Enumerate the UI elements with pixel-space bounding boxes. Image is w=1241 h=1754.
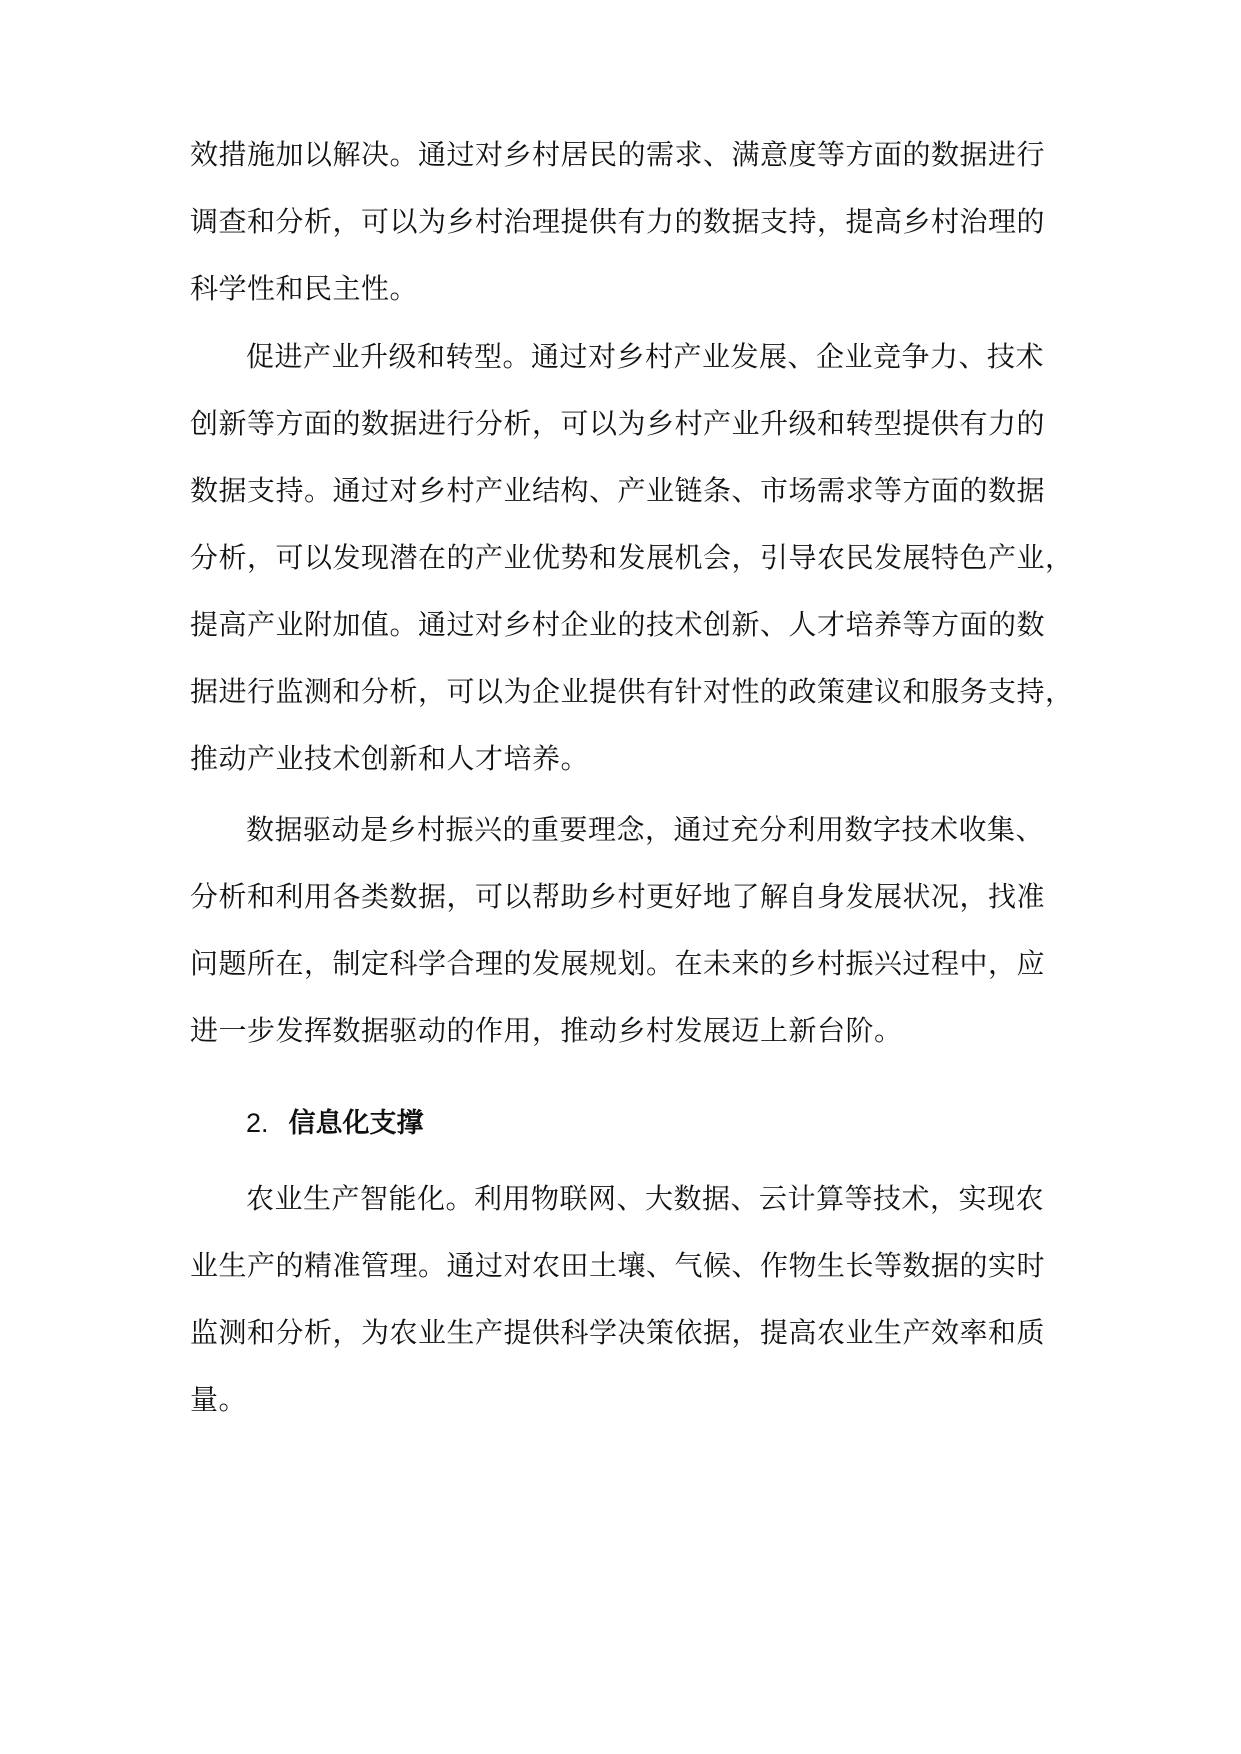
paragraph-line: 农业生产智能化。利用物联网、大数据、云计算等技术，实现农 (246, 1182, 1045, 1215)
section-number: 2. (246, 1108, 269, 1138)
paragraph-line: 分析和利用各类数据，可以帮助乡村更好地了解自身发展状况，找准 (190, 880, 1046, 913)
paragraph-line: 监测和分析，为农业生产提供科学决策依据，提高农业生产效率和质 (190, 1316, 1046, 1349)
paragraph-line: 提高产业附加值。通过对乡村企业的技术创新、人才培养等方面的数 (190, 608, 1046, 641)
paragraph-line: 数据支持。通过对乡村产业结构、产业链条、市场需求等方面的数据 (190, 474, 1046, 507)
paragraph-line: 量。 (190, 1383, 248, 1416)
paragraph-line: 科学性和民主性。 (190, 272, 419, 305)
paragraph-line: 效措施加以解决。通过对乡村居民的需求、满意度等方面的数据进行 (190, 138, 1046, 171)
paragraph-line: 促进产业升级和转型。通过对乡村产业发展、企业竞争力、技术 (246, 340, 1045, 373)
paragraph-line: 业生产的精准管理。通过对农田土壤、气候、作物生长等数据的实时 (190, 1249, 1046, 1282)
paragraph-line: 据进行监测和分析，可以为企业提供有针对性的政策建议和服务支持， (190, 675, 1074, 708)
paragraph-line: 进一步发挥数据驱动的作用，推动乡村发展迈上新台阶。 (190, 1014, 903, 1047)
paragraph-line: 分析，可以发现潜在的产业优势和发展机会，引导农民发展特色产业， (190, 541, 1074, 574)
section-title: 信息化支撑 (288, 1108, 424, 1139)
paragraph-line: 推动产业技术创新和人才培养。 (190, 742, 590, 775)
paragraph-line: 创新等方面的数据进行分析，可以为乡村产业升级和转型提供有力的 (190, 407, 1046, 440)
paragraph-line: 数据驱动是乡村振兴的重要理念，通过充分利用数字技术收集、 (246, 813, 1045, 846)
paragraph-line: 调查和分析，可以为乡村治理提供有力的数据支持，提高乡村治理的 (190, 205, 1046, 238)
paragraph-line: 问题所在，制定科学合理的发展规划。在未来的乡村振兴过程中，应 (190, 947, 1046, 980)
section-heading (246, 1103, 1066, 1143)
